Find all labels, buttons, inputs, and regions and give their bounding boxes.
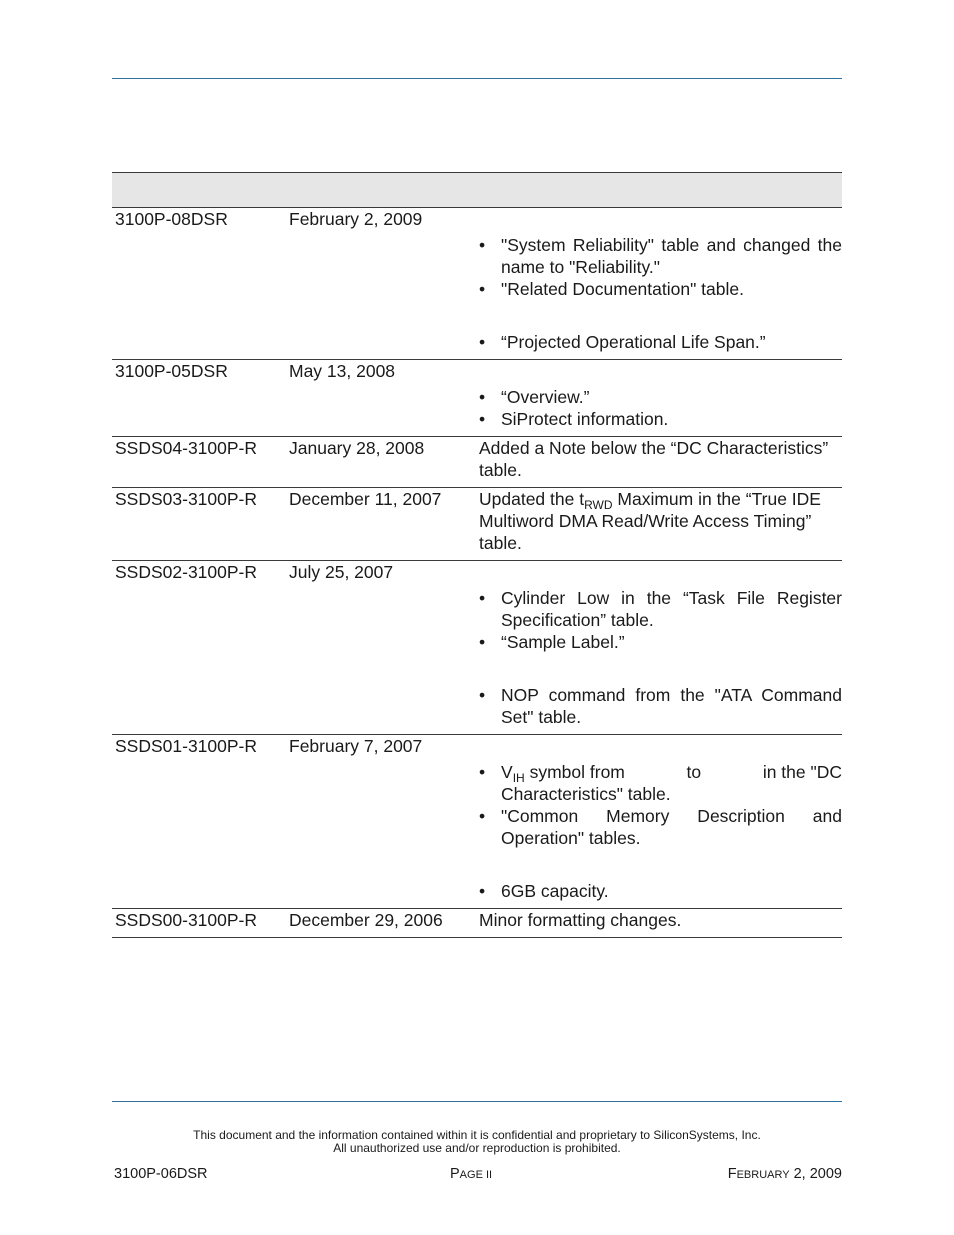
revision-date: December 11, 2007	[289, 489, 442, 509]
footer-date: FEBRUARY 2, 2009	[727, 1166, 842, 1182]
header-rule	[112, 78, 842, 79]
list-item: • “Projected Operational Life Span.”	[479, 332, 766, 352]
revision-description: Minor formatting changes.	[479, 910, 682, 930]
revision-date: January 28, 2008	[289, 438, 425, 458]
list-item: • 6GB capacity.	[479, 881, 609, 901]
bullet-glyph: •	[479, 632, 486, 652]
table-header-band	[112, 172, 842, 208]
table-row	[112, 208, 842, 360]
doc-number: SSDS03-3100P-R	[115, 489, 258, 509]
doc-number: SSDS00-3100P-R	[115, 910, 258, 930]
table-row	[112, 561, 842, 735]
bullet-glyph: •	[479, 762, 486, 782]
list-item: • "Related Documentation" table.	[479, 279, 744, 299]
revision-description	[476, 360, 842, 436]
doc-number: 3100P-08DSR	[115, 209, 228, 229]
table-row	[112, 437, 842, 488]
list-item: • “Sample Label.”	[479, 632, 625, 652]
revision-date: February 2, 2009	[289, 209, 423, 229]
bullet-glyph: •	[479, 332, 486, 352]
bullet-glyph: •	[479, 387, 486, 407]
revision-date: May 13, 2008	[289, 361, 396, 381]
table-row	[112, 488, 842, 561]
bullet-glyph: •	[479, 685, 486, 705]
table-row	[112, 735, 842, 909]
revision-description	[476, 735, 842, 908]
bullet-glyph: •	[479, 588, 486, 608]
doc-number: SSDS01-3100P-R	[115, 736, 258, 756]
doc-number: 3100P-05DSR	[115, 361, 228, 381]
list-item: • NOP command from the "ATA Command Set" table.	[479, 685, 842, 727]
doc-number: SSDS02-3100P-R	[115, 562, 258, 582]
confidentiality-notice: This document and the information contained within it is confidential and proprietary to SiliconSystems, Inc. All unauthorized use and/or reproduction is prohibited.	[193, 1128, 761, 1155]
bullet-glyph: •	[479, 235, 486, 255]
revision-description: Updated the $t_{RWD}$ Maximum in the “True IDE Multiword DMA Read/Write Access Timing” table.	[479, 489, 821, 553]
footer-page-number: PAGE II	[450, 1166, 493, 1182]
revision-date: December 29, 2006	[289, 910, 443, 930]
table-row	[112, 360, 842, 437]
list-item: • SiProtect information.	[479, 409, 669, 429]
list-item: • Cylinder Low in the “Task File Register Specification” table.	[479, 588, 842, 630]
revision-description	[476, 561, 842, 734]
bullet-glyph: •	[479, 279, 486, 299]
bullet-glyph: •	[479, 806, 486, 826]
bullet-glyph: •	[479, 881, 486, 901]
list-item: • $V_{IH}$ symbol from to in the "DC Characteristics" table.	[479, 762, 842, 804]
list-item: • "Common Memory Description and Operation" tables.	[479, 806, 842, 848]
doc-number: SSDS04-3100P-R	[115, 438, 258, 458]
footer-rule	[112, 1101, 842, 1102]
revision-description	[476, 208, 842, 359]
bullet-glyph: •	[479, 409, 486, 429]
revision-date: February 7, 2007	[289, 736, 423, 756]
footer-doc-id: 3100P-06DSR	[114, 1166, 208, 1182]
list-item: • "System Reliability" table and changed the name to "Reliability."	[479, 235, 842, 277]
list-item: • “Overview.”	[479, 387, 590, 407]
revision-history-table	[112, 172, 842, 938]
revision-date: July 25, 2007	[289, 562, 394, 582]
revision-description: Added a Note below the “DC Characteristics” table.	[479, 438, 829, 480]
table-row	[112, 909, 842, 938]
